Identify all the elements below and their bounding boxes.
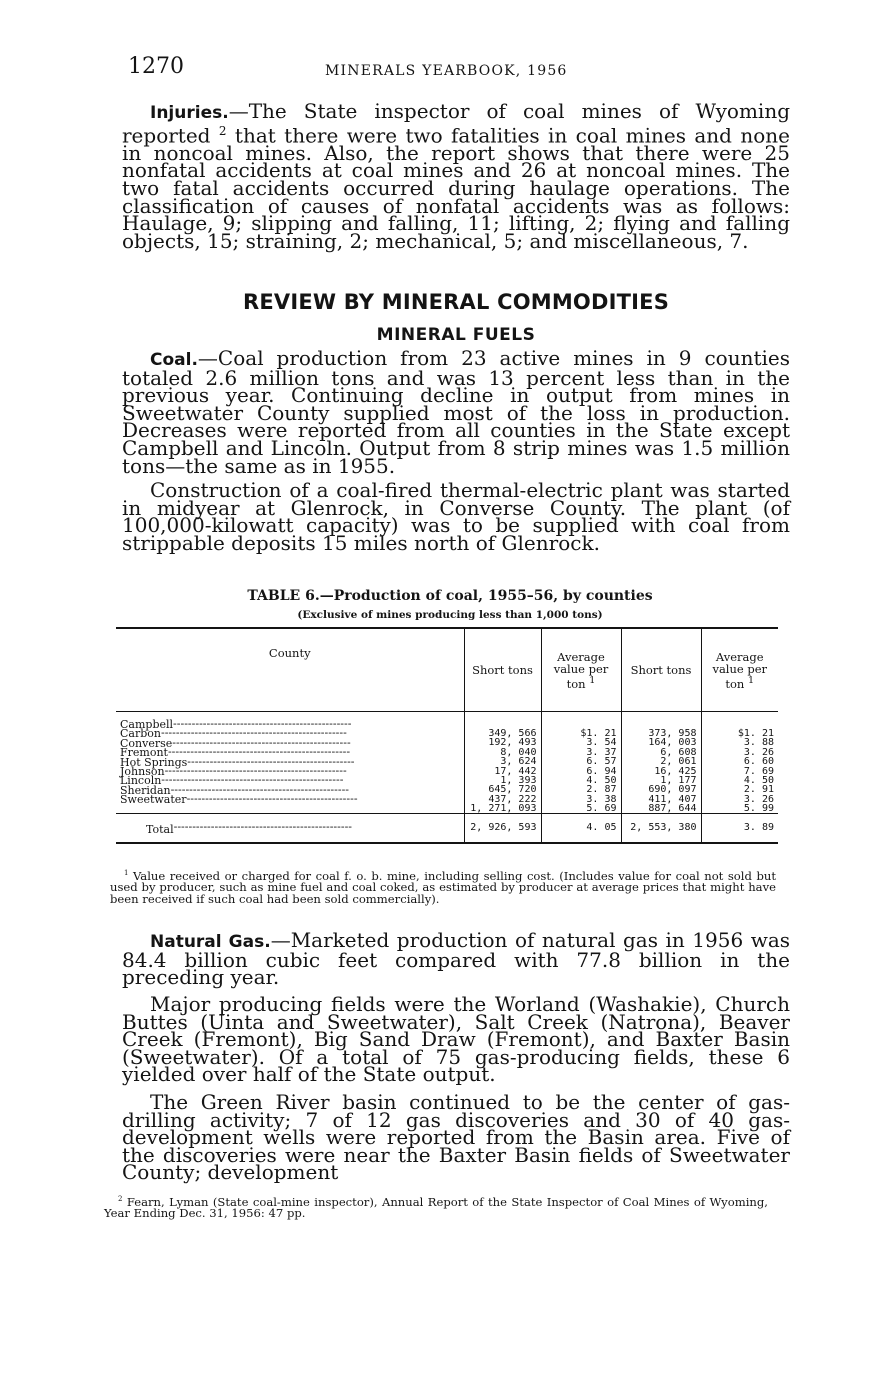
value-cell-tons-1956: 6, 608: [621, 748, 701, 757]
county-cell: Converse------------------------------------------------: [120, 737, 351, 751]
value-cell-value-1955: 3. 54: [541, 739, 621, 748]
county-cell: Sweetwater----------------------------------------------: [120, 793, 358, 807]
leader-dots: ----------------------------------------------: [186, 795, 358, 804]
leader-dots: --------------------------------------------------: [160, 729, 347, 738]
coal-paragraph-2: Construction of a coal-fired thermal-electric plant was started in midyear at Glenrock, in Converse County. The plant (of 100,000-kilowatt capacity) was to be supplied with coal from strippable deposits 15 miles north of Glenrock.: [122, 478, 790, 555]
table-body: [116, 712, 778, 843]
leader-dots: ------------------------------------------------: [172, 738, 351, 748]
value-cell-tons-1956: 411, 407: [621, 795, 701, 804]
county-cell: Campbell------------------------------------------------: [120, 718, 352, 732]
value-cell-tons-1955: [464, 712, 541, 730]
value-cell-tons-1956: 2, 061: [621, 758, 701, 767]
value-cell-value-1955: 3. 38: [541, 795, 621, 804]
table-subtitle: (Exclusive of mines producing less than 1,000 tons): [297, 609, 603, 621]
coal-text: —Coal production from 23 active mines in 9 counties totaled 2.6 million tons and was 13 percent less than in the previous year. Continuing decline in output from mines in Sweetwater County supplied most of the loss in production. Decreases were reported from all counties in the State except Campbell and Lincoln. Output from 8 strip mines was 1.5 million tons—the same as in 1955.: [122, 346, 790, 478]
value-cell-value-1956: 5. 99: [701, 805, 778, 814]
value-cell-tons-1955: 1, 393: [464, 776, 541, 785]
subsection-title: MINERAL FUELS: [376, 325, 536, 345]
value-cell-value-1956: $1. 21: [701, 729, 778, 738]
value-cell-tons-1955: 3, 624: [464, 758, 541, 767]
value-cell-value-1955: 4. 50: [541, 776, 621, 785]
leader-dots: ------------------------------------------------: [173, 720, 352, 729]
value-cell-value-1955: 5. 69: [541, 805, 621, 814]
value-cell-value-1955: [541, 712, 621, 730]
value-cell-tons-1956: 16, 425: [621, 767, 701, 776]
table-row: [116, 712, 778, 730]
natural-gas-paragraph-2: Major producing fields were the Worland (Washakie), Church Buttes (Uinta and Sweetwater), Salt Creek (Natrona), Beaver Creek (Fremont), Big Sand Draw (Fremont), and Baxter Basin (Sweetwater). Of a total of 75 gas-producing fields, these 6 yielded over half of the State output.: [122, 992, 790, 1087]
total-label: Total------------------------------------------------: [116, 813, 464, 843]
value-cell-value-1956: 7. 69: [701, 767, 778, 776]
natural-gas-heading: Natural Gas.: [150, 932, 271, 952]
value-cell-value-1955: $1. 21: [541, 729, 621, 738]
county-cell: Fremont-------------------------------------------------: [120, 746, 351, 760]
page-number: 1270: [128, 54, 184, 79]
value-cell-value-1956: 3. 26: [701, 748, 778, 757]
natural-gas-text: —Marketed production of natural gas in 1956 was 84.4 billion cubic feet compared with 77.8 billion in the preceding year.: [122, 928, 790, 990]
header-short-tons-1955: Short tons: [464, 628, 541, 712]
value-cell-value-1956: [701, 712, 778, 730]
injuries-text-cont: that there were two fatalities in coal mines and none in noncoal mines. Also, the report shows that there were 25 nonfatal accidents at coal mines and 26 at noncoal mines. The two fatal accidents occurred during haulage operations. The classification of causes of nonfatal accidents was as follows: Haulage, 9; slipping and falling, 11; lifting, 2; flying and falling objects, 15; straining, 2; mechanical, 5; and miscellaneous, 7.: [122, 123, 790, 253]
leader-dots: ------------------------------------------------: [170, 785, 349, 795]
leader-dots: ---------------------------------------------: [187, 757, 355, 766]
injuries-text: —The State inspector of coal mines of Wyoming reported: [122, 99, 790, 148]
leader-dots: -------------------------------------------------: [164, 767, 347, 776]
county-cell: Hot Springs---------------------------------------------: [120, 755, 355, 769]
value-cell-value-1955: 3. 37: [541, 748, 621, 757]
header-avg-value-1956: Average value per ton $^1$: [701, 628, 778, 712]
table-row: [116, 805, 778, 814]
coal-paragraph: [122, 346, 790, 478]
value-cell-tons-1955: 192, 493: [464, 739, 541, 748]
table-header-row: [116, 628, 778, 712]
value-cell-tons-1955: 17, 442: [464, 767, 541, 776]
value-cell-tons-1956: 690, 097: [621, 786, 701, 795]
header-short-tons-1956: Short tons: [621, 628, 701, 712]
value-cell-tons-1955: 645, 720: [464, 786, 541, 795]
leader-dots: -------------------------------------------------: [161, 776, 344, 785]
table-total-row: [116, 813, 778, 843]
value-cell-value-1955: 6. 94: [541, 767, 621, 776]
natural-gas-paragraph: [122, 928, 790, 990]
section-title: REVIEW BY MINERAL COMMODITIES: [242, 290, 670, 314]
county-cell: Carbon--------------------------------------------------: [120, 727, 347, 741]
value-cell-tons-1956: 1, 177: [621, 776, 701, 785]
header-county: County: [116, 628, 464, 712]
natural-gas-paragraph-3: The Green River basin continued to be the center of gas-drilling activity; 7 of 12 gas discoveries and 30 of 40 gas-development wells were reported from the Basin area. Five of the discoveries were near the Baxter Basin fields of Sweetwater County; development: [122, 1090, 790, 1185]
value-cell-tons-1955: 437, 222: [464, 795, 541, 804]
injuries-heading: Injuries.: [150, 103, 229, 123]
header-avg-value-1955: Average value per ton $^1$: [541, 628, 621, 712]
county-cell: Sheridan------------------------------------------------: [120, 784, 349, 798]
leader-dots: ------------------------------------------------: [173, 819, 353, 833]
total-cell-tons-1956: 2, 553, 380: [621, 813, 701, 843]
running-head: MINERALS YEARBOOK, 1956: [325, 63, 568, 79]
injuries-paragraph: [122, 99, 790, 253]
value-cell-value-1956: 3. 88: [701, 739, 778, 748]
value-cell-value-1956: 2. 91: [701, 786, 778, 795]
county-cell: Johnson-------------------------------------------------: [120, 765, 347, 779]
value-cell-value-1955: 6. 57: [541, 758, 621, 767]
value-cell-value-1956: 6. 60: [701, 758, 778, 767]
value-cell-value-1956: 4. 50: [701, 776, 778, 785]
leader-dots: -------------------------------------------------: [167, 748, 351, 757]
page-header: [128, 54, 788, 84]
value-cell-tons-1955: 1, 271, 093: [464, 805, 541, 814]
county-cell: Lincoln-------------------------------------------------: [120, 774, 344, 788]
table-footnote: $^1$ Value received or charged for coal f. o. b. mine, including selling cost. (Includes value for coal not sold but used by producer, such as mine fuel and coal coked, as estimated by producer at average prices that might have been received if such coal had been sold commercially).: [110, 868, 776, 906]
coal-production-table: [116, 627, 778, 844]
total-cell-value-1955: 4. 05: [541, 813, 621, 843]
footnote-ref-2: 2: [218, 123, 227, 138]
total-cell-tons-1955: 2, 926, 593: [464, 813, 541, 843]
page-footnote: $^2$ Fearn, Lyman (State coal-mine inspector), Annual Report of the State Inspector of Coal Mines of Wyoming, Year Ending Dec. 31, 1956: 47 pp.: [104, 1194, 768, 1221]
value-cell-tons-1956: 887, 644: [621, 805, 701, 814]
value-cell-tons-1956: 164, 003: [621, 739, 701, 748]
value-cell-value-1956: 3. 26: [701, 795, 778, 804]
value-cell-tons-1955: 349, 566: [464, 729, 541, 738]
value-cell-value-1955: 2. 87: [541, 786, 621, 795]
value-cell-tons-1956: [621, 712, 701, 730]
value-cell-tons-1956: 373, 958: [621, 729, 701, 738]
total-cell-value-1956: 3. 89: [701, 813, 778, 843]
table-title: TABLE 6.—Production of coal, 1955–56, by counties: [247, 588, 653, 604]
value-cell-tons-1955: 8, 040: [464, 748, 541, 757]
coal-heading: Coal.: [150, 350, 198, 370]
